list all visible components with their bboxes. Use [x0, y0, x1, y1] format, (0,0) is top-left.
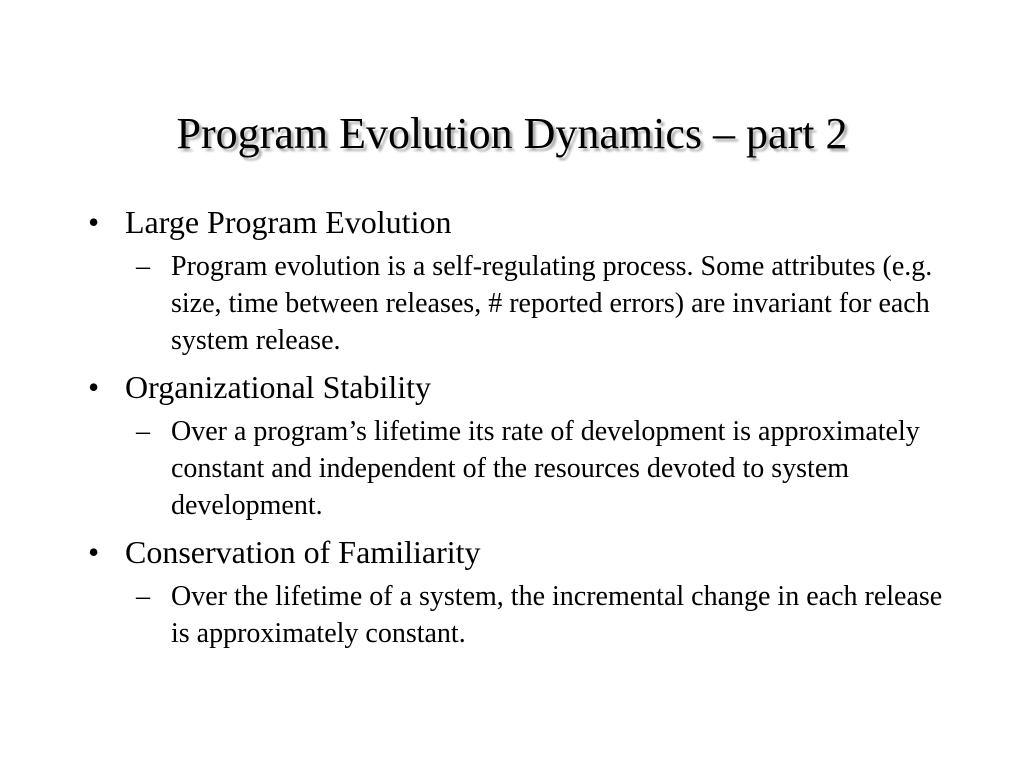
bullet-dot-icon: • — [88, 369, 100, 405]
sub-bullet — [136, 248, 968, 359]
dash-icon: – — [136, 251, 150, 282]
sub-bullet-text: Program evolution is a self-regulating process. Some attributes (e.g. size, time between releases, # reported errors) are invariant for each system release. — [171, 251, 933, 356]
bullet-heading: Large Program Evolution — [125, 204, 452, 240]
bullet-list — [88, 200, 968, 658]
sub-bullet — [136, 578, 968, 652]
sub-bullet-text: Over a program’s lifetime its rate of development is approximately constant and independent of the resources devoted to system development. — [171, 416, 920, 521]
bullet-dot-icon: • — [88, 204, 100, 240]
sub-bullet — [136, 413, 968, 524]
bullet-dot-icon: • — [88, 534, 100, 570]
bullet-item-conservation-of-familiarity — [88, 530, 968, 652]
slide-title: Program Evolution Dynamics – part 2 — [176, 109, 848, 158]
bullet-heading: Organizational Stability — [125, 369, 432, 405]
bullet-item-large-program-evolution — [88, 200, 968, 359]
bullet-item-organizational-stability — [88, 365, 968, 524]
bullet-heading: Conservation of Familiarity — [125, 534, 481, 570]
sub-bullet-text: Over the lifetime of a system, the incremental change in each release is approximately constant. — [171, 581, 943, 649]
dash-icon: – — [136, 581, 150, 612]
dash-icon: – — [136, 416, 150, 447]
